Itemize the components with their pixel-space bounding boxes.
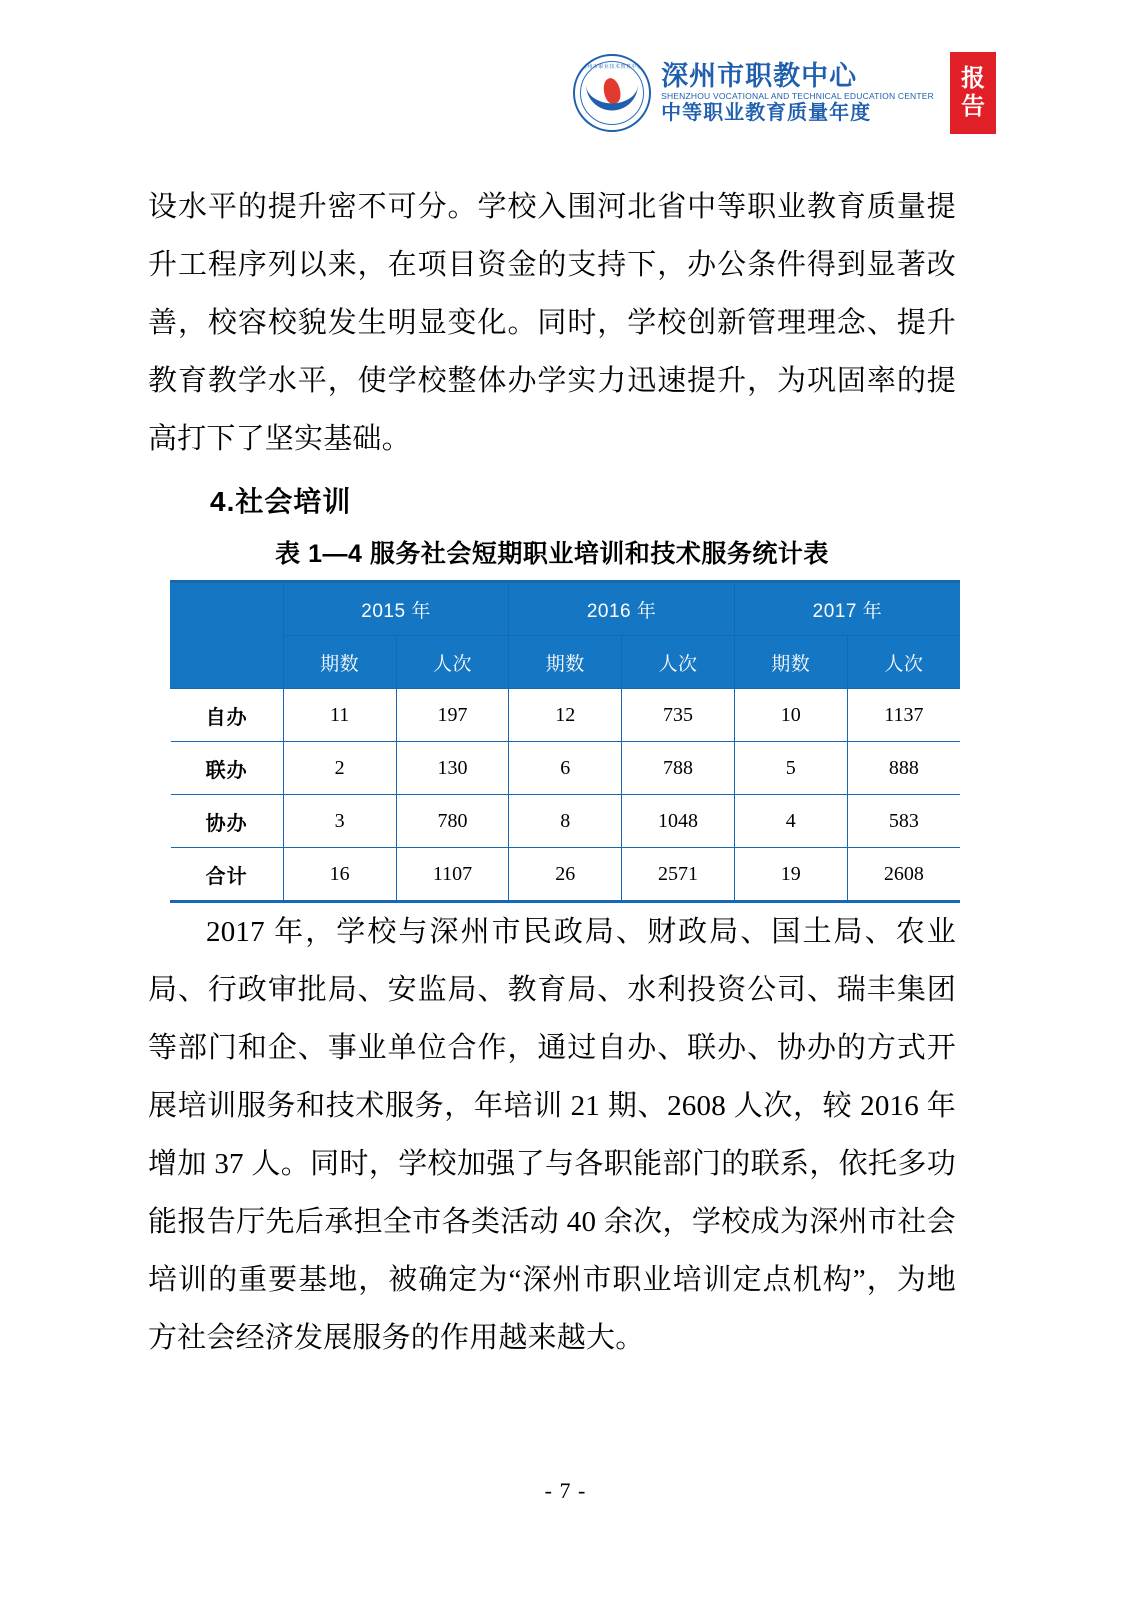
table-caption: 表 1—4 服务社会短期职业培训和技术服务统计表 xyxy=(275,540,829,568)
table-head-row-subheaders xyxy=(171,636,961,689)
table-sub-header: 期数 xyxy=(509,636,622,689)
table-body xyxy=(171,689,961,901)
table-row xyxy=(171,742,961,795)
page-number: - 7 - xyxy=(544,1478,587,1503)
table-cell: 12 xyxy=(509,689,622,742)
table-cell: 1107 xyxy=(396,848,509,901)
table-sub-header: 人次 xyxy=(847,636,960,689)
page-footer xyxy=(0,1478,1131,1504)
table-row xyxy=(171,795,961,848)
table-cell: 130 xyxy=(396,742,509,795)
table-cell: 1048 xyxy=(622,795,735,848)
table-row-label: 合计 xyxy=(171,848,284,901)
report-subtitle-cn: 中等职业教育质量年度 xyxy=(661,102,872,125)
school-emblem-icon xyxy=(573,54,651,132)
table-cell: 735 xyxy=(622,689,735,742)
table-cell: 2571 xyxy=(622,848,735,901)
table-cell: 8 xyxy=(509,795,622,848)
header-title-block xyxy=(661,62,934,124)
document-content xyxy=(148,178,956,1367)
table-row-label: 自办 xyxy=(171,689,284,742)
table-cell: 26 xyxy=(509,848,622,901)
table-cell: 2608 xyxy=(847,848,960,901)
table-cell: 11 xyxy=(283,689,396,742)
table-sub-header: 人次 xyxy=(396,636,509,689)
table-year-header: 2017 年 xyxy=(734,583,960,636)
table-row-label: 协办 xyxy=(171,795,284,848)
report-badge-line1: 报 xyxy=(961,65,985,93)
header-logo-group xyxy=(573,52,996,134)
table-sub-header: 期数 xyxy=(283,636,396,689)
table-cell: 16 xyxy=(283,848,396,901)
emblem-arc-text: 深州市职业技术教育中心 xyxy=(581,64,643,70)
school-name-en: SHENZHOU VOCATIONAL AND TECHNICAL EDUCATION CENTER xyxy=(661,91,934,102)
table-cell: 5 xyxy=(734,742,847,795)
table-year-header: 2015 年 xyxy=(283,583,509,636)
table-cell: 2 xyxy=(283,742,396,795)
table-sub-header: 期数 xyxy=(734,636,847,689)
table-cell: 888 xyxy=(847,742,960,795)
page-header xyxy=(0,52,1131,152)
paragraph-2: 2017 年，学校与深州市民政局、财政局、国土局、农业局、行政审批局、安监局、教育局、水利投资公司、瑞丰集团等部门和企、事业单位合作，通过自办、联办、协办的方式开展培训服务和技术服务，年培训 21 期、2608 人次，较 2016 年增加 37 人。同时，学校加强了与各职能部门的联系，依托多功能报告厅先后承担全市各类活动 40 余次，学校成为深州市社会培训的重要基地，被确定为“深州市职业培训定点机构”，为地方社会经济发展服务的作用越来越大。 xyxy=(148,916,956,1354)
table-row xyxy=(171,848,961,901)
statistics-table-wrapper xyxy=(170,580,960,903)
table-head xyxy=(171,583,961,689)
report-badge-line2: 告 xyxy=(961,93,985,120)
table-sub-header: 人次 xyxy=(622,636,735,689)
table-cell: 780 xyxy=(396,795,509,848)
table-cell: 6 xyxy=(509,742,622,795)
table-cell: 3 xyxy=(283,795,396,848)
table-cell: 4 xyxy=(734,795,847,848)
table-year-header: 2016 年 xyxy=(509,583,735,636)
table-cell: 197 xyxy=(396,689,509,742)
paragraph-1: 设水平的提升密不可分。学校入围河北省中等职业教育质量提升工程序列以来，在项目资金的支持下，办公条件得到显著改善，校容校貌发生明显变化。同时，学校创新管理理念、提升教育教学水平，使学校整体办学实力迅速提升，为巩固率的提高打下了坚实基础。 xyxy=(148,191,956,455)
table-cell: 19 xyxy=(734,848,847,901)
school-name-cn: 深州市职教中心 xyxy=(661,60,858,91)
report-badge xyxy=(950,52,996,134)
table-head-row-years xyxy=(171,583,961,636)
table-cell: 788 xyxy=(622,742,735,795)
table-row xyxy=(171,689,961,742)
table-cell: 10 xyxy=(734,689,847,742)
table-corner-cell xyxy=(171,583,284,689)
table-cell: 583 xyxy=(847,795,960,848)
section-heading-social-training: 4.社会培训 xyxy=(210,486,352,517)
table-row-label: 联办 xyxy=(171,742,284,795)
statistics-table xyxy=(170,583,960,900)
table-cell: 1137 xyxy=(847,689,960,742)
